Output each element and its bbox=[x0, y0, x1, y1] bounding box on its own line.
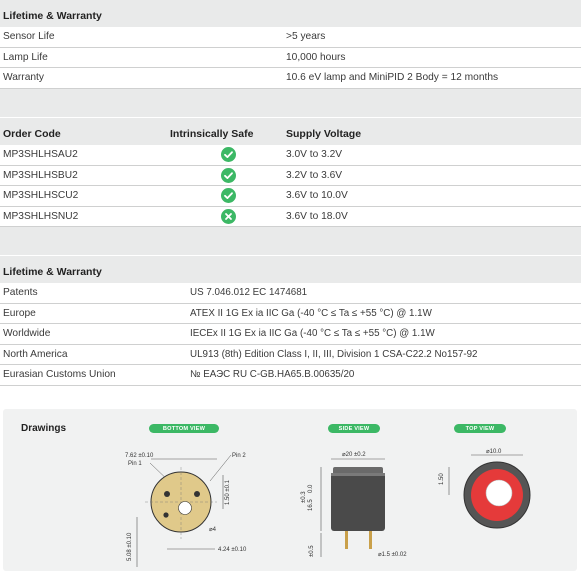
order-code-header: Order Code bbox=[3, 128, 61, 140]
dim-10-label: ⌀10.0 bbox=[486, 449, 502, 455]
row-value: >5 years bbox=[286, 31, 326, 43]
order-code: MP3SHLHSNU2 bbox=[3, 210, 79, 222]
spacer bbox=[0, 227, 581, 255]
supply-voltage-header: Supply Voltage bbox=[286, 128, 362, 140]
side-view-label: SIDE VIEW bbox=[328, 424, 380, 433]
top-view-drawing bbox=[423, 445, 563, 569]
row-label: Lamp Life bbox=[3, 51, 48, 63]
section-header: Lifetime & Warranty bbox=[0, 256, 581, 283]
table-row bbox=[0, 365, 581, 386]
order-code-table bbox=[0, 118, 581, 255]
table-row bbox=[0, 145, 581, 166]
intrinsically-safe-header: Intrinsically Safe bbox=[170, 128, 254, 140]
row-value: 10,000 hours bbox=[286, 51, 346, 63]
side-view-drawing bbox=[293, 445, 423, 569]
table-row bbox=[0, 283, 581, 304]
row-value: 10.6 eV lamp and MiniPID 2 Body = 12 months bbox=[286, 72, 499, 84]
row-label: Worldwide bbox=[3, 328, 51, 340]
table-row bbox=[0, 48, 581, 69]
supply-voltage: 3.6V to 18.0V bbox=[286, 210, 348, 222]
row-label: Sensor Life bbox=[3, 31, 55, 43]
order-code: MP3SHLHSBU2 bbox=[3, 169, 78, 181]
supply-voltage: 3.2V to 3.6V bbox=[286, 169, 343, 181]
row-label: Eurasian Customs Union bbox=[3, 369, 116, 381]
dim-15-label: ⌀1.5 ±0.02 bbox=[378, 552, 407, 558]
lifetime-warranty-table-2 bbox=[0, 256, 581, 386]
order-code: MP3SHLHSCU2 bbox=[3, 190, 79, 202]
dim-508-label: 5.08 ±0.10 bbox=[127, 532, 133, 561]
bottom-view-drawing bbox=[103, 445, 273, 569]
pin2-label: Pin 2 bbox=[232, 453, 246, 459]
dim-03-label: ±0.3 bbox=[301, 491, 307, 503]
section-header: Lifetime & Warranty bbox=[0, 0, 581, 27]
row-value: ATEX II 1G Ex ia IIC Ga (-40 °C ≤ Ta ≤ +55 °C) @ 1.1W bbox=[190, 307, 432, 319]
dim-top-150-label: 1.50 bbox=[439, 473, 445, 485]
dim-00-label: 0.0 bbox=[308, 484, 314, 493]
table-row bbox=[0, 345, 581, 366]
row-label: North America bbox=[3, 348, 68, 360]
order-code: MP3SHLHSAU2 bbox=[3, 149, 78, 161]
check-icon bbox=[221, 188, 236, 203]
table-row bbox=[0, 166, 581, 187]
table-row bbox=[0, 324, 581, 345]
row-label: Warranty bbox=[3, 72, 44, 84]
dim-150-label: 1.50 ±0.1 bbox=[225, 480, 231, 505]
supply-voltage: 3.0V to 3.2V bbox=[286, 149, 343, 161]
table-row bbox=[0, 186, 581, 207]
dim-424-label: 4.24 ±0.10 bbox=[218, 547, 247, 553]
row-value: № ЕАЭС RU C-GB.HA65.B.00635/20 bbox=[190, 369, 355, 381]
order-header bbox=[0, 118, 581, 145]
table-row bbox=[0, 304, 581, 325]
bottom-view-label: BOTTOM VIEW bbox=[149, 424, 219, 433]
row-value: US 7.046.012 EC 1474681 bbox=[190, 287, 308, 299]
drawings-panel bbox=[3, 409, 577, 571]
dim-05-label: ±0.5 bbox=[309, 545, 315, 557]
check-icon bbox=[221, 168, 236, 183]
table-row bbox=[0, 207, 581, 228]
dim-165-label: 16.5 bbox=[308, 499, 314, 511]
supply-voltage: 3.6V to 10.0V bbox=[286, 190, 348, 202]
row-value: UL913 (8th) Edition Class I, II, III, Division 1 CSA-C22.2 No157-92 bbox=[190, 348, 478, 360]
check-icon bbox=[221, 147, 236, 162]
dim-width-label: 7.62 ±0.10 bbox=[125, 453, 154, 459]
pin1-label: Pin 1 bbox=[128, 461, 142, 467]
table-row bbox=[0, 68, 581, 89]
lifetime-warranty-table-1 bbox=[0, 0, 581, 117]
table-row bbox=[0, 27, 581, 48]
row-label: Europe bbox=[3, 307, 36, 319]
row-label: Patents bbox=[3, 287, 38, 299]
dim-20-label: ⌀20 ±0.2 bbox=[342, 452, 366, 458]
spacer bbox=[0, 89, 581, 117]
drawings-title: Drawings bbox=[21, 423, 67, 434]
cross-icon bbox=[221, 209, 236, 224]
top-view-label: TOP VIEW bbox=[454, 424, 506, 433]
row-value: IECEx II 1G Ex ia IIC Ga (-40 °C ≤ Ta ≤ +55 °C) @ 1.1W bbox=[190, 328, 435, 340]
dim-4-label: ⌀4 bbox=[209, 527, 216, 533]
